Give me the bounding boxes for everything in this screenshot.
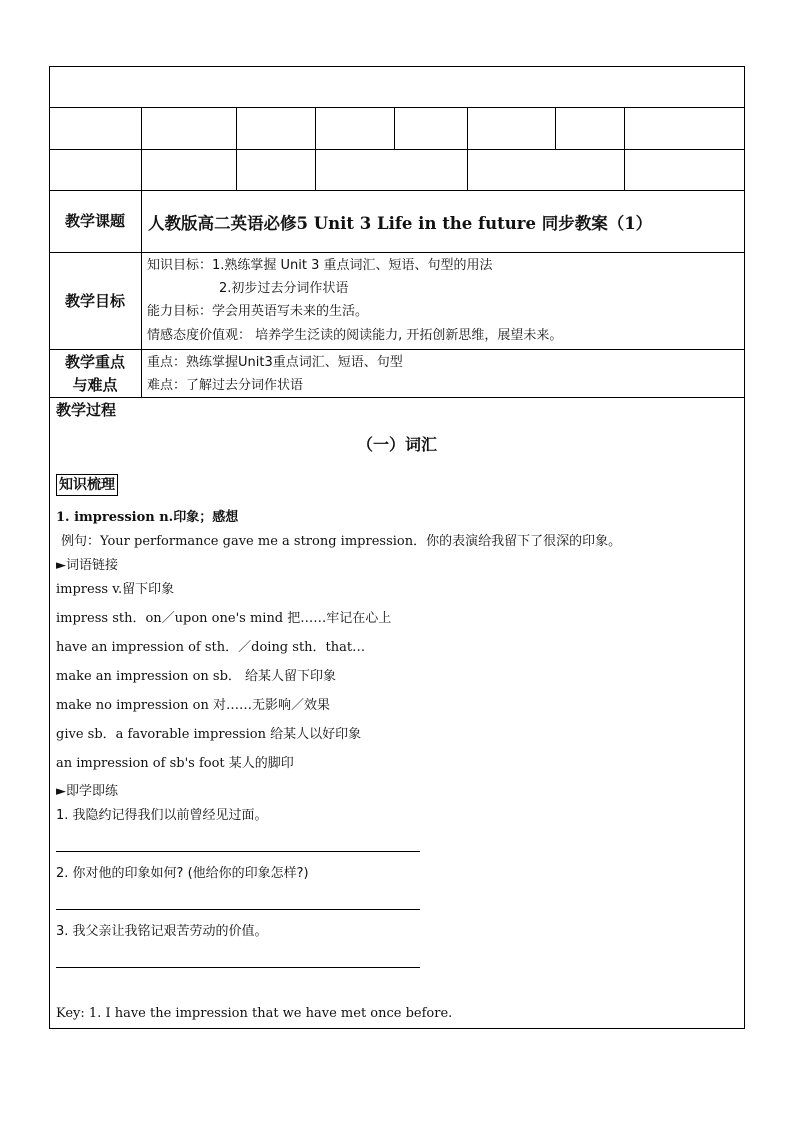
practice-item: 1. 我隐约记得我们以前曾经见过面。 [56, 808, 268, 823]
link-item: make no impression on 对……无影响／效果 [56, 698, 330, 713]
cell-divider [555, 107, 556, 149]
answer-key: Key: 1. I have the impression that we have met once before. [56, 1006, 453, 1021]
links-title: ►词语链接 [56, 558, 118, 573]
goals-label: 教学目标 [64, 292, 125, 310]
link-item: have an impression of sth．／doing sth．that… [56, 640, 366, 655]
label-column-divider [141, 190, 142, 397]
cell-divider [141, 149, 142, 190]
section-heading: （一）词汇 [356, 435, 437, 454]
course-label: 教学课题 [64, 212, 125, 230]
link-item: impress v.留下印象 [56, 582, 175, 597]
cell-divider [624, 107, 625, 149]
practice-item: 2. 你对他的印象如何? (他给你的印象怎样?) [56, 866, 309, 881]
cell-divider [467, 107, 468, 149]
goal-knowledge-2: 2.初步过去分词作状语 [219, 281, 349, 296]
process-label: 教学过程 [56, 401, 117, 419]
example-sentence: 例句：Your performance gave me a strong impression．你的表演给我留下了很深的印象。 [61, 534, 622, 549]
practice-title: ►即学即练 [56, 784, 118, 799]
cell-divider [315, 107, 316, 149]
lesson-plan-page [49, 66, 745, 1029]
link-item: an impression of sb's foot 某人的脚印 [56, 756, 294, 771]
knowledge-review-title: 知识梳理 [56, 474, 118, 496]
link-item: impress sth．on／upon one's mind 把……牢记在心上 [56, 611, 392, 626]
keypoint-focus: 重点：熟练掌握Unit3重点词汇、短语、句型 [147, 355, 403, 370]
row-divider [49, 190, 745, 191]
keypoints-label-2: 与难点 [72, 376, 118, 394]
goal-knowledge: 知识目标：1.熟练掌握 Unit 3 重点词汇、短语、句型的用法 [147, 258, 493, 273]
keypoint-difficulty: 难点：了解过去分词作状语 [147, 378, 304, 393]
entry-head: 1. impression n.印象；感想 [56, 510, 239, 525]
cell-divider [236, 107, 237, 149]
cell-divider [315, 149, 316, 190]
link-item: make an impression on sb． 给某人留下印象 [56, 669, 337, 684]
keypoints-label: 教学重点 [64, 353, 125, 371]
row-divider [49, 397, 745, 398]
goal-ability: 能力目标：学会用英语写未来的生活。 [147, 304, 369, 319]
row-divider [49, 107, 745, 108]
answer-line[interactable] [56, 909, 420, 910]
practice-item: 3. 我父亲让我铭记艰苦劳动的价值。 [56, 924, 268, 939]
course-title: 人教版高二英语必修5 Unit 3 Life in the future 同步教案（1） [148, 214, 653, 233]
cell-divider [394, 107, 395, 149]
row-divider [49, 252, 745, 253]
answer-line[interactable] [56, 967, 420, 968]
cell-divider [624, 149, 625, 190]
cell-divider [236, 149, 237, 190]
link-item: give sb．a favorable impression 给某人以好印象 [56, 727, 362, 742]
row-divider [49, 149, 745, 150]
row-divider [49, 349, 745, 350]
answer-line[interactable] [56, 851, 420, 852]
goal-attitude: 情感态度价值观： 培养学生泛读的阅读能力, 开拓创新思维，展望未来。 [147, 328, 563, 343]
cell-divider [141, 107, 142, 149]
cell-divider [467, 149, 468, 190]
